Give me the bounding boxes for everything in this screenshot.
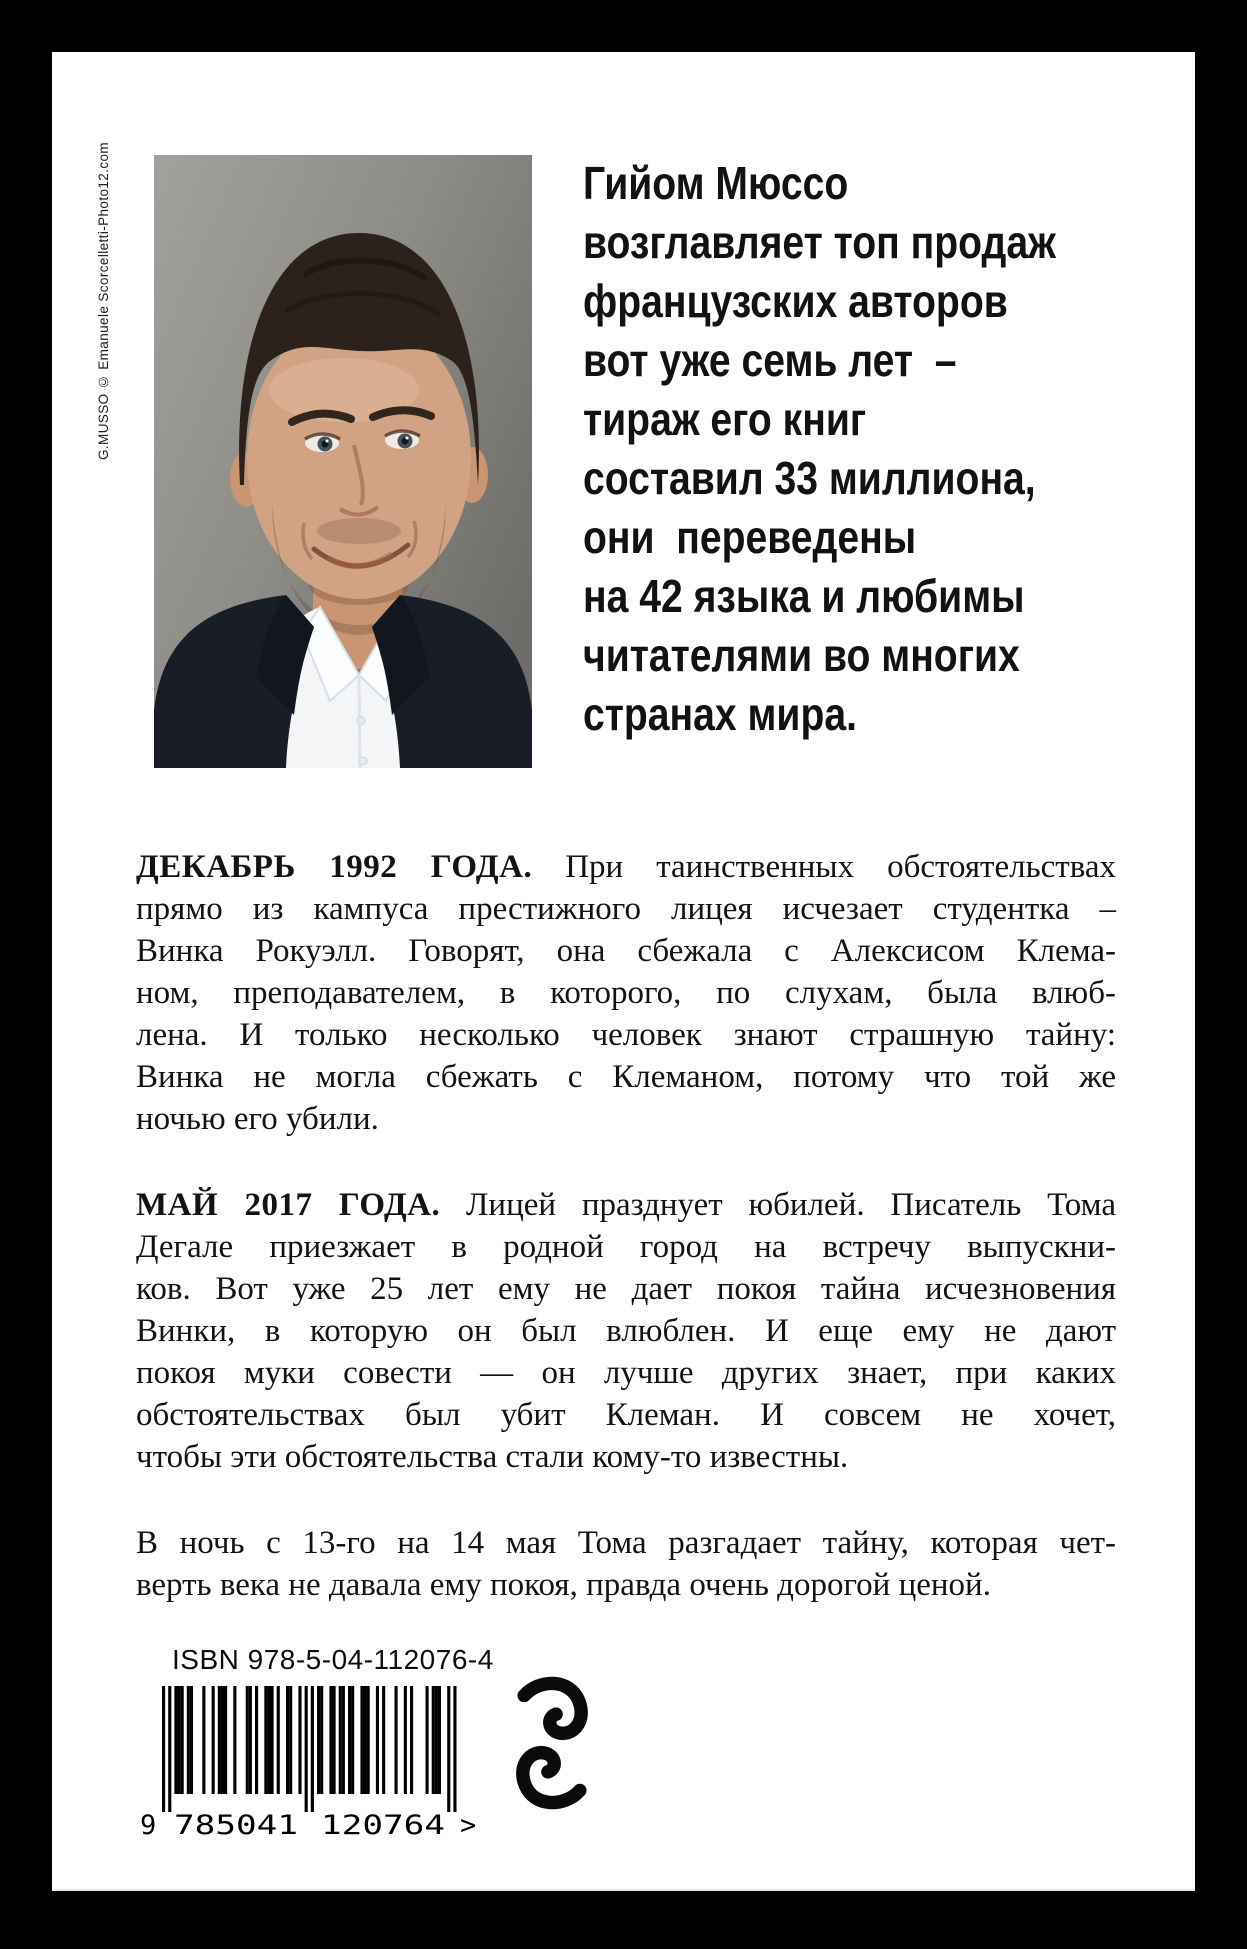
barcode-digits-right: 120764 bbox=[321, 1810, 445, 1838]
text-line: ков. Вот уже 25 лет ему не дает покоя тайна исчезновения bbox=[136, 1271, 1116, 1307]
text-line: ночью его убили. bbox=[136, 1101, 379, 1137]
text-line: Дегале приезжает в родной город на встречу выпускни- bbox=[136, 1229, 1116, 1265]
book-back-cover-page bbox=[52, 52, 1195, 1891]
intro-line: читателями во многих bbox=[583, 629, 1020, 681]
text-line: покоя муки совести — он лучше других знает, при каких bbox=[136, 1355, 1116, 1391]
author-photo bbox=[154, 155, 532, 768]
intro-line: Гийом Мюссо bbox=[583, 157, 849, 209]
paragraph bbox=[136, 846, 1116, 1140]
text-line: В ночь с 13-го на 14 мая Тома разгадает тайну, которая чет- bbox=[136, 1525, 1116, 1561]
intro-line: на 42 языка и любимы bbox=[583, 570, 1025, 622]
eksmo-publisher-logo-icon bbox=[510, 1676, 594, 1810]
ean13-barcode bbox=[140, 1686, 480, 1838]
text-line: обстоятельствах был убит Клеман. И совсем не хочет, bbox=[136, 1397, 1116, 1433]
barcode-bars bbox=[162, 1686, 457, 1812]
intro-line: странах мира. bbox=[583, 688, 857, 740]
isbn-label: ISBN 978-5-04-112076-4 bbox=[172, 1644, 494, 1675]
author-intro bbox=[583, 154, 1056, 744]
barcode-digit-first: 9 bbox=[140, 1810, 157, 1838]
annotation-text bbox=[136, 846, 1116, 1606]
text-line: прямо из кампуса престижного лицея исчезает студентка – bbox=[136, 891, 1116, 927]
paragraph-lead: МАЙ 2017 ГОДА. bbox=[136, 1187, 441, 1223]
intro-line: вот уже семь лет – bbox=[583, 334, 957, 386]
intro-line: тираж его книг bbox=[583, 393, 867, 445]
paragraph bbox=[136, 1522, 1116, 1606]
intro-line: французских авторов bbox=[583, 275, 1008, 327]
paragraph-lead: ДЕКАБРЬ 1992 ГОДА. bbox=[136, 849, 533, 885]
text-line: чтобы эти обстоятельства стали кому-то известны. bbox=[136, 1439, 849, 1475]
text-line: Винка Рокуэлл. Говорят, она сбежала с Алексисом Клема- bbox=[136, 933, 1116, 969]
text-line: ном, преподавателем, в которого, по слухам, была влюб- bbox=[136, 975, 1116, 1011]
intro-line: они переведены bbox=[583, 511, 917, 563]
text-line: Винки, в которую он был влюблен. И еще ему не дают bbox=[136, 1313, 1116, 1349]
text-line: ДЕКАБРЬ 1992 ГОДА. При таинственных обстоятельствах bbox=[136, 849, 1116, 885]
text-line: верть века не давала ему покоя, правда очень дорогой ценой. bbox=[136, 1567, 991, 1603]
intro-line: составил 33 миллиона, bbox=[583, 452, 1036, 504]
barcode-quiet-zone-mark: > bbox=[460, 1810, 477, 1838]
barcode-digits-left: 785041 bbox=[174, 1810, 298, 1838]
text-line: лена. И только несколько человек знают страшную тайну: bbox=[136, 1017, 1116, 1053]
text-line: МАЙ 2017 ГОДА. Лицей празднует юбилей. Писатель Тома bbox=[136, 1187, 1116, 1223]
intro-line: возглавляет топ продаж bbox=[583, 216, 1056, 268]
photo-credit: G.MUSSO © Emanuele Scorcelletti-Photo12.com bbox=[96, 141, 111, 460]
text-line: Винка не могла сбежать с Клеманом, потому что той же bbox=[136, 1059, 1116, 1095]
paragraph bbox=[136, 1184, 1116, 1478]
